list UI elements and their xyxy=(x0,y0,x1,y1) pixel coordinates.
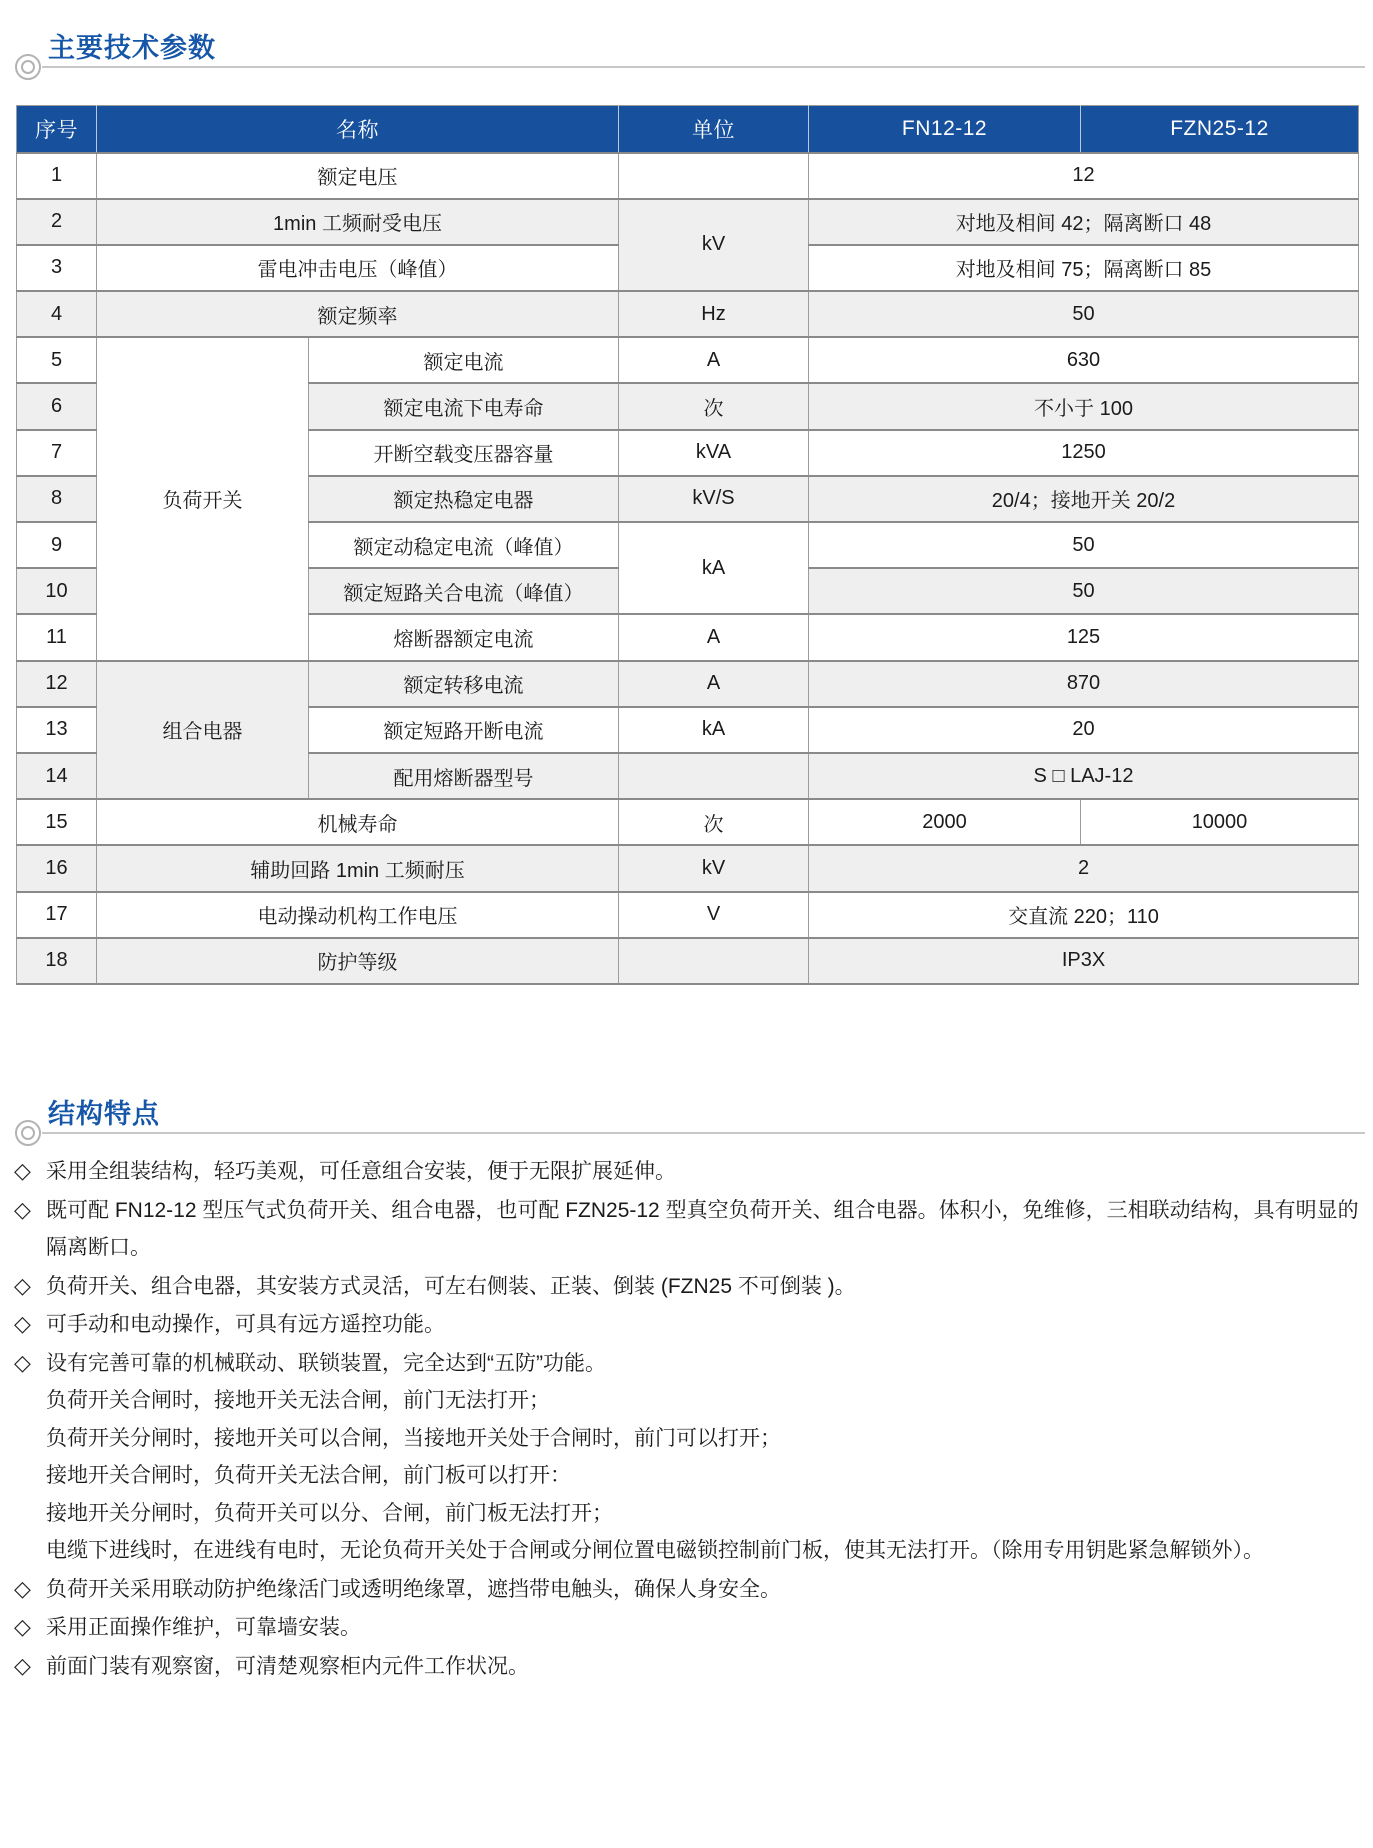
cell-unit: A xyxy=(619,614,809,660)
feature-text: 既可配 FN12-12 型压气式负荷开关、组合电器，也可配 FZN25-12 型真空负荷开关、组合电器。体积小，免维修，三相联动结构，具有明显的隔离断口。 xyxy=(46,1198,1359,1259)
table-row xyxy=(17,153,1359,199)
cell-no: 1 xyxy=(17,153,97,199)
cell-unit: 次 xyxy=(619,383,809,429)
cell-name: 额定短路关合电流（峰值） xyxy=(309,568,619,614)
diamond-bullet-icon: ◇ xyxy=(14,1575,31,1601)
list-item xyxy=(14,1647,1364,1686)
diamond-bullet-icon: ◇ xyxy=(14,1158,31,1183)
table-row xyxy=(17,337,1359,383)
cell-value: 2 xyxy=(809,845,1359,891)
header-cell-name: 名称 xyxy=(97,106,619,153)
ring-inner-icon xyxy=(21,60,35,74)
cell-name: 额定电流下电寿命 xyxy=(309,383,619,429)
tech-params-section-head xyxy=(0,26,1373,82)
cell-no: 6 xyxy=(17,383,97,429)
cell-value: S □ LAJ-12 xyxy=(809,753,1359,799)
diamond-bullet-icon: ◇ xyxy=(14,1614,31,1639)
cell-unit: kA xyxy=(619,707,809,753)
cell-unit: A xyxy=(619,661,809,707)
cell-unit: kV xyxy=(619,199,809,291)
section-title-tech-params: 主要技术参数 xyxy=(48,33,216,63)
feature-text: 负荷开关、组合电器，其安装方式灵活，可左右侧装、正装、倒装 (FZN25 不可倒装 )。 xyxy=(46,1274,856,1298)
cell-unit xyxy=(619,938,809,984)
cell-unit xyxy=(619,153,809,199)
cell-unit: kV/S xyxy=(619,476,809,522)
cell-no: 13 xyxy=(17,707,97,753)
cell-unit xyxy=(619,753,809,799)
list-item xyxy=(14,1344,1364,1383)
cell-value: 不小于 100 xyxy=(809,383,1359,429)
cell-value: 交直流 220；110 xyxy=(809,892,1359,938)
cell-no: 5 xyxy=(17,337,97,383)
cell-value: 20 xyxy=(809,707,1359,753)
cell-no: 9 xyxy=(17,522,97,568)
cell-no: 2 xyxy=(17,199,97,245)
cell-group-combined-apparatus: 组合电器 xyxy=(97,661,309,800)
table-row xyxy=(17,892,1359,938)
diamond-bullet-icon: ◇ xyxy=(14,1349,31,1375)
cell-unit: kVA xyxy=(619,430,809,476)
specs-table xyxy=(16,105,1359,985)
diamond-bullet-icon: ◇ xyxy=(14,1272,31,1298)
cell-no: 16 xyxy=(17,845,97,891)
table-row xyxy=(17,661,1359,707)
cell-no: 8 xyxy=(17,476,97,522)
cell-name: 额定热稳定电器 xyxy=(309,476,619,522)
section-divider xyxy=(42,1132,1365,1134)
cell-no: 14 xyxy=(17,753,97,799)
cell-unit: 次 xyxy=(619,799,809,845)
cell-value-fn12: 2000 xyxy=(809,799,1081,845)
cell-value: 对地及相间 75；隔离断口 85 xyxy=(809,245,1359,291)
cell-value: 50 xyxy=(809,522,1359,568)
feature-text: 可手动和电动操作，可具有远方遥控功能。 xyxy=(46,1313,445,1336)
list-subitem xyxy=(14,1382,1364,1420)
feature-text: 接地开关分闸时，负荷开关可以分、合闸，前门板无法打开； xyxy=(46,1501,613,1525)
features-section-head xyxy=(0,1092,1373,1148)
cell-value: 630 xyxy=(809,337,1359,383)
cell-value: 50 xyxy=(809,568,1359,614)
cell-no: 17 xyxy=(17,892,97,938)
cell-name: 额定短路开断电流 xyxy=(309,707,619,753)
section-title-features: 结构特点 xyxy=(48,1099,160,1129)
cell-value: 20/4；接地开关 20/2 xyxy=(809,476,1359,522)
cell-no: 15 xyxy=(17,799,97,845)
cell-group-load-switch: 负荷开关 xyxy=(97,337,309,660)
cell-no: 10 xyxy=(17,568,97,614)
cell-name: 额定电流 xyxy=(309,337,619,383)
table-row xyxy=(17,799,1359,845)
cell-name: 配用熔断器型号 xyxy=(309,753,619,799)
list-subitem xyxy=(14,1457,1364,1495)
cell-name: 1min 工频耐受电压 xyxy=(97,199,619,245)
feature-text: 接地开关合闸时，负荷开关无法合闸，前门板可以打开： xyxy=(46,1464,571,1487)
list-item xyxy=(14,1267,1364,1306)
cell-unit: kA xyxy=(619,522,809,614)
cell-value: 125 xyxy=(809,614,1359,660)
cell-no: 4 xyxy=(17,291,97,337)
list-subitem xyxy=(14,1420,1364,1458)
header-cell-unit: 单位 xyxy=(619,106,809,153)
cell-name: 额定电压 xyxy=(97,153,619,199)
cell-name: 雷电冲击电压（峰值） xyxy=(97,245,619,291)
feature-text: 采用正面操作维护，可靠墙安装。 xyxy=(46,1616,361,1639)
feature-text: 设有完善可靠的机械联动、联锁装置，完全达到“五防”功能。 xyxy=(46,1351,606,1375)
cell-value: 870 xyxy=(809,661,1359,707)
feature-text: 负荷开关合闸时，接地开关无法合闸，前门无法打开； xyxy=(46,1389,550,1412)
cell-no: 18 xyxy=(17,938,97,984)
header-cell-no: 序号 xyxy=(17,106,97,153)
table-row xyxy=(17,291,1359,337)
cell-name: 额定动稳定电流（峰值） xyxy=(309,522,619,568)
cell-value: 50 xyxy=(809,291,1359,337)
table-row xyxy=(17,938,1359,984)
header-cell-fn12: FN12-12 xyxy=(809,106,1081,153)
cell-value-fzn25: 10000 xyxy=(1081,799,1359,845)
list-item xyxy=(14,1191,1364,1267)
cell-name: 额定转移电流 xyxy=(309,661,619,707)
cell-value: 12 xyxy=(809,153,1359,199)
header-cell-fzn25: FZN25-12 xyxy=(1081,106,1359,153)
list-item xyxy=(14,1570,1364,1609)
cell-name: 熔断器额定电流 xyxy=(309,614,619,660)
cell-value: 对地及相间 42；隔离断口 48 xyxy=(809,199,1359,245)
feature-text: 前面门装有观察窗，可清楚观察柜内元件工作状况。 xyxy=(46,1654,529,1678)
feature-text: 采用全组装结构，轻巧美观，可任意组合安装，便于无限扩展延伸。 xyxy=(46,1160,676,1183)
cell-no: 12 xyxy=(17,661,97,707)
cell-value: IP3X xyxy=(809,938,1359,984)
cell-name: 辅助回路 1min 工频耐压 xyxy=(97,845,619,891)
cell-name: 额定频率 xyxy=(97,291,619,337)
cell-no: 7 xyxy=(17,430,97,476)
cell-unit: Hz xyxy=(619,291,809,337)
list-item xyxy=(14,1608,1364,1647)
table-row xyxy=(17,199,1359,245)
cell-name: 防护等级 xyxy=(97,938,619,984)
cell-name: 机械寿命 xyxy=(97,799,619,845)
cell-name: 开断空载变压器容量 xyxy=(309,430,619,476)
table-row xyxy=(17,845,1359,891)
list-item xyxy=(14,1305,1364,1344)
cell-unit: A xyxy=(619,337,809,383)
table-header-row xyxy=(17,106,1359,153)
ring-inner-icon xyxy=(21,1126,35,1140)
ring-icon xyxy=(15,54,41,80)
ring-icon xyxy=(15,1120,41,1146)
features-list xyxy=(14,1152,1364,1685)
list-item xyxy=(14,1152,1364,1191)
list-subitem xyxy=(14,1532,1364,1570)
feature-text: 电缆下进线时，在进线有电时，无论负荷开关处于合闸或分闸位置电磁锁控制前门板，使其无法打开。（除用专用钥匙紧急解锁外）。 xyxy=(46,1539,1264,1562)
diamond-bullet-icon: ◇ xyxy=(14,1311,31,1336)
cell-value: 1250 xyxy=(809,430,1359,476)
diamond-bullet-icon: ◇ xyxy=(14,1196,31,1222)
cell-no: 3 xyxy=(17,245,97,291)
cell-name: 电动操动机构工作电压 xyxy=(97,892,619,938)
diamond-bullet-icon: ◇ xyxy=(14,1652,31,1678)
cell-unit: kV xyxy=(619,845,809,891)
list-subitem xyxy=(14,1495,1364,1533)
section-divider xyxy=(42,66,1365,68)
feature-text: 负荷开关分闸时，接地开关可以合闸，当接地开关处于合闸时，前门可以打开； xyxy=(46,1426,781,1450)
cell-no: 11 xyxy=(17,614,97,660)
feature-text: 负荷开关采用联动防护绝缘活门或透明绝缘罩，遮挡带电触头，确保人身安全。 xyxy=(46,1577,781,1601)
cell-unit: V xyxy=(619,892,809,938)
